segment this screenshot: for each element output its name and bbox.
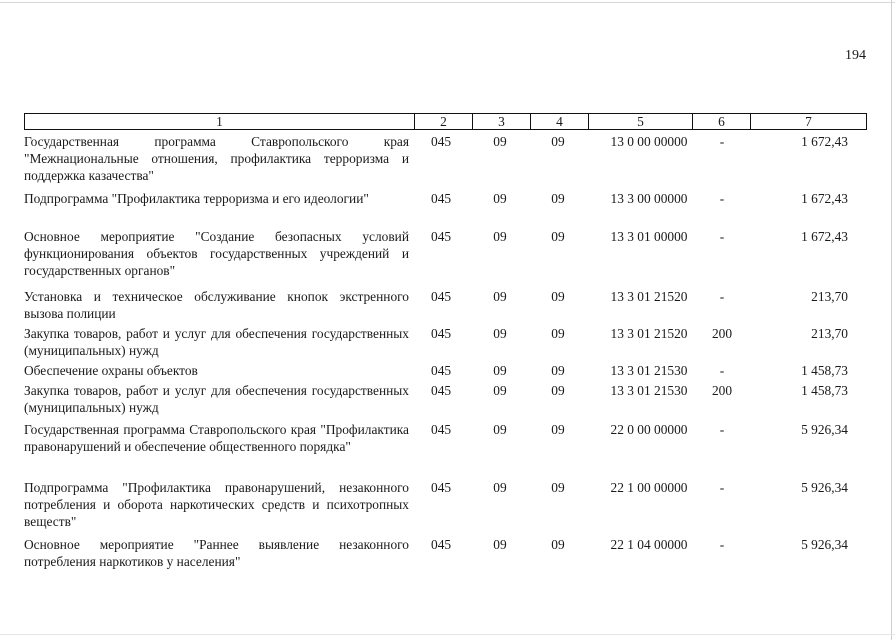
row-code-6: - [719, 480, 725, 495]
row-amount: 1 672,43 [801, 191, 848, 206]
page-number: 194 [845, 48, 866, 63]
scan-top-line [0, 2, 895, 3]
row-description: Государственная программа Ставропольского края "Профилактика правонарушений и обеспечение общественного порядка" [24, 422, 409, 454]
row-code-4: 09 [551, 363, 565, 378]
column-header-7: 7 [751, 114, 867, 130]
row-code-3: 09 [493, 383, 507, 398]
row-code-4: 09 [551, 383, 565, 398]
row-code-5: 13 3 01 21520 [610, 289, 688, 304]
row-description: Основное мероприятие "Раннее выявление незаконного потребления наркотиков у населения" [24, 537, 409, 569]
row-amount: 1 458,73 [801, 383, 848, 398]
scan-right-edge [891, 0, 892, 640]
row-amount: 5 926,34 [801, 480, 848, 495]
row-code-4: 09 [551, 289, 565, 304]
row-amount: 1 672,43 [801, 229, 848, 244]
row-code-5: 13 3 01 21530 [610, 363, 688, 378]
row-code-2: 045 [431, 480, 452, 495]
row-amount: 213,70 [811, 326, 848, 341]
row-amount: 1 458,73 [801, 363, 848, 378]
row-amount: 5 926,34 [801, 537, 848, 552]
table-row [24, 362, 866, 382]
row-description: Обеспечение охраны объектов [24, 363, 198, 378]
row-code-3: 09 [493, 229, 507, 244]
table-row [24, 479, 866, 536]
column-header-3: 3 [473, 114, 531, 130]
row-code-2: 045 [431, 383, 452, 398]
row-code-5: 13 0 00 00000 [610, 134, 688, 149]
row-code-5: 13 3 01 21520 [610, 326, 688, 341]
table-row [24, 325, 866, 362]
row-code-2: 045 [431, 229, 452, 244]
row-code-6: - [719, 422, 725, 437]
row-amount: 5 926,34 [801, 422, 848, 437]
row-code-3: 09 [493, 191, 507, 206]
row-code-3: 09 [493, 326, 507, 341]
table-row [24, 536, 866, 576]
row-code-5: 22 1 04 00000 [610, 537, 688, 552]
row-code-6: - [719, 191, 725, 206]
row-code-6: 200 [711, 383, 733, 398]
row-code-2: 045 [431, 134, 452, 149]
column-header-1: 1 [25, 114, 415, 130]
row-description: Установка и техническое обслуживание кнопок экстренного вызова полиции [24, 289, 409, 321]
row-code-5: 13 3 01 21530 [610, 383, 688, 398]
row-code-4: 09 [551, 537, 565, 552]
row-description: Основное мероприятие "Создание безопасных условий функционирования объектов государственных учреждений и государственных органов" [24, 229, 409, 278]
row-code-6: - [719, 537, 725, 552]
row-code-2: 045 [431, 326, 452, 341]
row-code-3: 09 [493, 363, 507, 378]
row-code-2: 045 [431, 363, 452, 378]
column-number-row [25, 114, 867, 130]
row-code-3: 09 [493, 134, 507, 149]
row-code-4: 09 [551, 134, 565, 149]
row-code-5: 22 1 00 00000 [610, 480, 688, 495]
table-row [24, 288, 866, 325]
table-row [24, 228, 866, 288]
row-code-2: 045 [431, 537, 452, 552]
row-code-6: 200 [711, 326, 733, 341]
table-row [24, 190, 866, 228]
row-amount: 1 672,43 [801, 134, 848, 149]
row-code-4: 09 [551, 326, 565, 341]
row-code-3: 09 [493, 422, 507, 437]
row-amount: 213,70 [811, 289, 848, 304]
row-code-3: 09 [493, 289, 507, 304]
row-code-3: 09 [493, 480, 507, 495]
column-header-4: 4 [531, 114, 589, 130]
table-row [24, 382, 866, 421]
column-header-table [24, 113, 867, 130]
row-code-5: 22 0 00 00000 [610, 422, 688, 437]
table-row [24, 421, 866, 479]
row-code-4: 09 [551, 480, 565, 495]
row-description: Государственная программа Ставропольского края "Межнациональные отношения, профилактика терроризма и поддержка казачества" [24, 134, 409, 183]
column-header-5: 5 [589, 114, 693, 130]
row-description: Подпрограмма "Профилактика терроризма и его идеологии" [24, 191, 369, 206]
row-code-6: - [719, 229, 725, 244]
scan-bottom-line [0, 634, 895, 635]
row-code-6: - [719, 363, 725, 378]
row-code-6: - [719, 289, 725, 304]
row-code-5: 13 3 01 00000 [610, 229, 688, 244]
column-header-2: 2 [415, 114, 473, 130]
row-code-2: 045 [431, 422, 452, 437]
row-code-5: 13 3 00 00000 [610, 191, 688, 206]
row-code-4: 09 [551, 422, 565, 437]
row-code-2: 045 [431, 289, 452, 304]
row-code-4: 09 [551, 229, 565, 244]
row-description: Закупка товаров, работ и услуг для обеспечения государственных (муниципальных) нужд [24, 383, 409, 415]
row-description: Подпрограмма "Профилактика правонарушений, незаконного потребления и оборота наркотических средств и психотропных веществ" [24, 480, 409, 529]
row-code-2: 045 [431, 191, 452, 206]
row-code-3: 09 [493, 537, 507, 552]
column-header-6: 6 [693, 114, 751, 130]
budget-table-body [24, 133, 866, 576]
row-code-4: 09 [551, 191, 565, 206]
table-row [24, 133, 866, 190]
row-code-6: - [719, 134, 725, 149]
row-description: Закупка товаров, работ и услуг для обеспечения государственных (муниципальных) нужд [24, 326, 409, 358]
